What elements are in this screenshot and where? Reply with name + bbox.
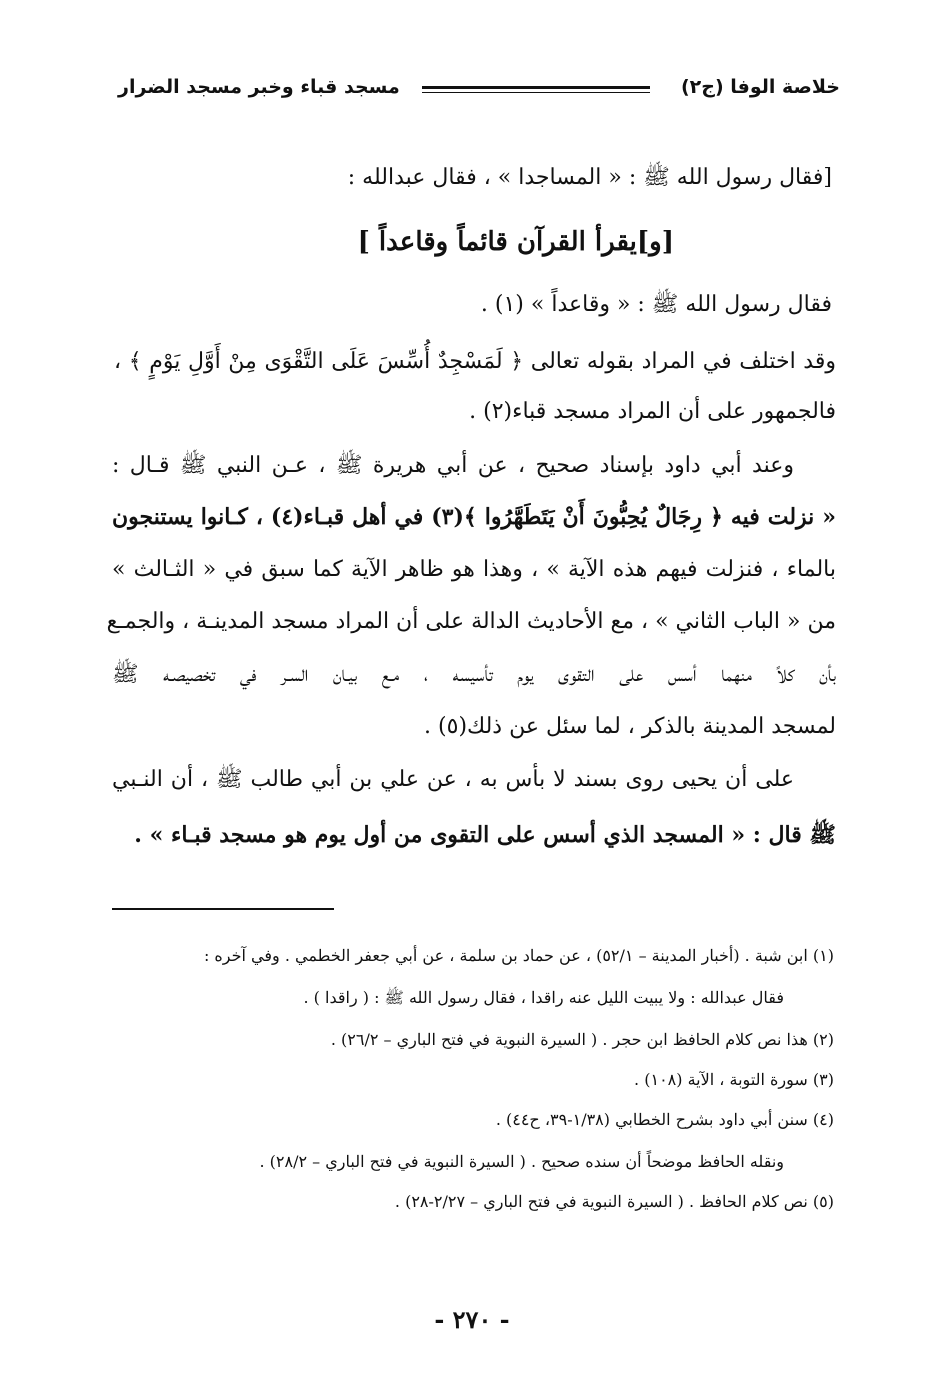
body-line-2: [و]يقرأ القرآن قائماً وقاعداً ] bbox=[357, 227, 674, 257]
footnote-3: (٣) سورة التوبة ، الآية (١٠٨) . bbox=[634, 1070, 834, 1089]
body-line-4: وقد اختلف في المراد بقوله تعالى ﴿ لَمَسْجِدٌ أُسِّسَ عَلَى التَّقْوَى مِنْ أَوَّلِ يَوْمٍ ﴾ ، bbox=[114, 349, 836, 374]
footnote-1: (١) ابن شبة . (أخبار المدينة – ٥٢/١) ، عن حماد بن سلمة ، عن أبي جعفر الخطمي . وفي آخره : bbox=[203, 946, 834, 965]
footnote-4-continued: ونقله الحافظ موضحاً أن سنده صحيح . ( السيرة النبوية في فتح الباري – ٢٨/٢) . bbox=[259, 1152, 784, 1171]
body-line-11: لمسجد المدينة بالذكر ، لما سئل عن ذلك(٥) . bbox=[424, 714, 836, 739]
body-line-6: وعند أبي داود بإسناد صحيح ، عن أبي هريرة ﷺ ، عـن النبي ﷺ قـال : bbox=[112, 453, 794, 478]
body-line-8: بالماء ، فنزلت فيهم هذه الآية » ، وهذا هو ظاهر الآية كما سبق في « الثـالث » bbox=[112, 557, 836, 582]
body-line-3: فقال رسول الله ﷺ : « وقاعداً » (١) . bbox=[480, 292, 832, 317]
body-line-10: بأن كلاً منهما أسس على التقوى يوم تأسيسه ، مـع بيـان السـر في تخصيصـه ﷺ bbox=[112, 662, 836, 687]
body-line-5: فالجمهور على أن المراد مسجد قباء(٢) . bbox=[469, 399, 836, 424]
footnote-4: (٤) سنن أبي داود بشرح الخطابي (١/٣٨-٣٩، ح٤٤) . bbox=[495, 1110, 834, 1129]
header-book-title: خلاصة الوفا (ج٢) bbox=[680, 76, 840, 98]
running-header bbox=[118, 76, 840, 110]
footnote-separator bbox=[112, 908, 334, 910]
page-number: - ٢٧٠ - bbox=[434, 1305, 510, 1334]
footnote-5: (٥) نص كلام الحافظ . ( السيرة النبوية في فتح الباري – ٢/٢٧-٢٨) . bbox=[394, 1192, 834, 1211]
footnote-1-continued: فقال عبدالله : ولا يبيت الليل عنه راقدا ، فقال رسول الله ﷺ : ( راقدا ) . bbox=[303, 988, 784, 1007]
body-line-13: ﷺ قال : « المسجد الذي أسس على التقوى من أول يوم هو مسجد قبـاء » . bbox=[134, 822, 836, 848]
header-chapter-title: مسجد قباء وخبر مسجد الضرار bbox=[118, 76, 400, 98]
body-line-7: « نزلت فيه ﴿ رِجَالٌ يُحِبُّونَ أَنْ يَتَطَهَّرُوا ﴾(٣) في أهل قبـاء(٤) ، كـانوا يستنجون bbox=[112, 504, 836, 530]
body-line-12: على أن يحيى روى بسند لا بأس به ، عن علي بن أبي طالب ﷺ ، أن النـبي bbox=[112, 767, 794, 792]
body-line-1: [فقال رسول الله ﷺ : « المساجدا » ، فقال عبدالله : bbox=[347, 165, 832, 190]
header-rule bbox=[422, 86, 650, 93]
body-line-9: من « الباب الثاني » ، مع الأحاديث الدالة على أن المراد مسجد المدينـة ، والجمـع bbox=[106, 609, 836, 634]
footnote-2: (٢) هذا نص كلام الحافظ ابن حجر . ( السيرة النبوية في فتح الباري – ٢٦/٢) . bbox=[330, 1030, 834, 1049]
